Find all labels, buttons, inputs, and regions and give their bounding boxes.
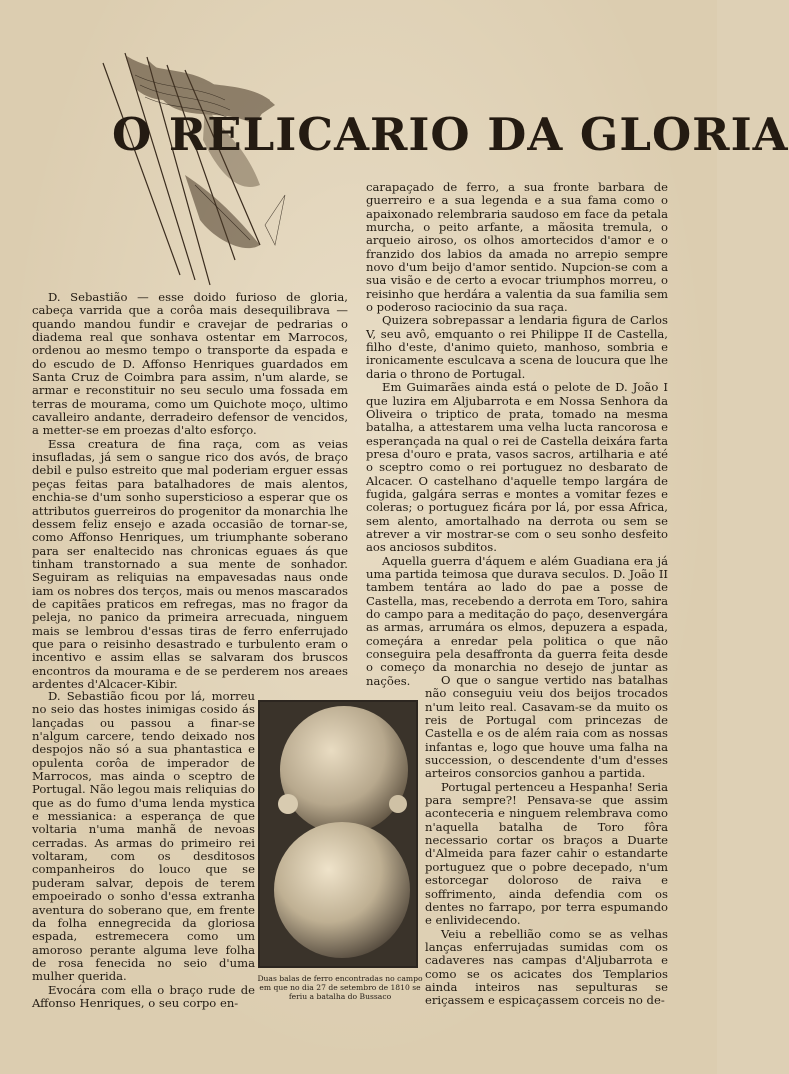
paragraph: D. Sebastião ficou por lá, morreu no seio das hostes inimigas cosido ás lançadas ou passou a finar-se n'algum carcere, tendo deixado nos despojos não só a sua phantastica e opulenta corôa de imperador de Marrocos, mas ainda o sceptro de Portugal. Não legou mais reliquias do que as do fumo d'uma lenda mystica e messianica: a esperança de que voltaria n'uma manhã de nevoas cerradas. As armas do primeiro rei voltaram, com os desditosos companheiros do louco que se puderam salvar, depois de terem empoeirado o sonho d'essa extranha aventura do soberano que, em frente da folha ennegrecida da gloriosa espada, estremecera como um amoroso perante alguma leve folha de rosa fenecida no seio d'uma mulher querida. xyxy=(32,689,255,984)
photo-caption: Duas balas de ferro encontradas no campo em que no dia 27 de setembro de 1810 se feriu a batalha do Bussaco xyxy=(257,974,423,1001)
column-left-narrow xyxy=(32,690,255,1020)
article-title: O RELICARIO DA GLORIA xyxy=(112,108,789,161)
column-right xyxy=(366,180,668,688)
paragraph: Quizera sobrepassar a lendaria figura de Carlos V, seu avô, emquanto o rei Philippe II de Castella, filho d'este, d'animo quieto, manhoso, sombria e ironicamente esculcava a scena de loucura que lhe daria o throno de Portugal. xyxy=(366,313,668,381)
column-right-narrow xyxy=(425,674,668,1046)
paragraph: Portugal pertenceu a Hespanha! Seria para sempre?! Pensava-se que assim aconteceria e ninguem relembrava como n'aquella batalha de Toro fôra necessario cortar os braços a Duarte d'Almeida para fazer cahir o estandarte portuguez que o pobre decepado, n'um estorcegar doloroso de raiva e soffrimento, ainda defendia com os dentes no farrapo, por terra espumando e enlividecendo. xyxy=(425,779,668,928)
paragraph: Evocára com ella o braço rude de Affonso Henriques, o seu corpo en- xyxy=(32,982,255,1010)
column-left-top xyxy=(32,291,348,690)
paragraph: D. Sebastião — esse doido furioso de gloria, cabeça varrida que a corôa mais desequilibrava — quando mandou fundir e cravejar de pedrarias o diadema real que sonhava ostentar em Marrocos, ordenou ao mesmo tempo o transporte da espada e do escudo de D. Affonso Henriques guardados em Santa Cruz de Coimbra para assim, n'um alarde, se armar e reconstituir no seu seculo uma fossada em terras de mourama, como um Quichote moço, ultimo cavalleiro andante, derradeiro defensor de vencidos, a metter-se em proezas d'alto esforço. xyxy=(32,290,348,438)
paragraph: carapaçado de ferro, a sua fronte barbara de guerreiro e a sua legenda e a sua fama como o apaixonado relembraria saudoso em face da petala murcha, o peito arfante, a mãosita tremula, o arqueio airoso, os olhos amortecidos d'amor e o franzido dos labios da amada no arrepio sempre novo d'um beijo d'amor sentido. Nupcion-se com a sua visão e de certo a evocar triumphos morreu, o reisinho que herdára a valentia da sua familia sem o poderoso raciocinio da sua raça. xyxy=(366,180,668,315)
paragraph: Veiu a rebellião como se as velhas lanças enferrujadas sumidas com os cadaveres nas campas d'Aljubarrota e como se os acicates dos Templarios ainda inteiros nas sepulturas se eriçassem e espicaçassem corceis no de- xyxy=(425,926,668,1008)
paragraph: Essa creatura de fina raça, com as veias insufladas, já sem o sangue rico dos avós, de braço debil e pulso estreito que mal poderiam erguer essas peças feitas para batalhadores de mais alentos, enchia-se d'um sonho supersticioso a esperar que os attributos guerreiros do progenitor da monarchia lhe dessem feliz ensejo e azada occasião de tornar-se, como Affonso Henriques, um triumphante soberano para ser enaltecido nas chronicas eguaes ás que tinham transtornado a sua mente de sonhador. Seguiram as reliquias na empavesadas naus onde iam os nobres dos terços, mais ou menos mascarados de capitães praticos em refregas, mas no fragor da peleja, no panico da primeira arrecuada, ninguem mais se lembrou d'essas tiras de ferro enferrujado que para o reisinho desastrado e turbulento eram o incentivo e assim ellas se salvaram dos bruscos encontros da mourama e de se perderem nos areaes ardentes d'Alcacer-Kibir. xyxy=(32,436,348,691)
cannonballs-photo xyxy=(258,700,418,968)
paragraph: Aquella guerra d'áquem e além Guadiana era já uma partida teimosa que durava seculos. D. João II tambem tentára ao lado do pae a posse de Castella, mas, recebendo a derrota em Toro, sahira do campo para a meditação do paço, desenvergára as armas, arrumára os elmos, depuzera a espada, começára a enredar pela politica o que não conseguira pela desaffronta da guerra feita desde o começo da monarchia no desejo de juntar as nações. xyxy=(366,553,668,688)
paragraph: Em Guimarães ainda está o pelote de D. João I que luzira em Aljubarrota e em Nossa Senhora da Oliveira o triptico de prata, tomado na mesma batalha, a attestarem uma velha lucta rancorosa e esperançada na qual o rei de Castella deixára farta presa d'ouro e prata, vasos sacros, artilharia e até o sceptro como o rei portuguez no desbarato de Alcacer. O castelhano d'aquelle tempo largára de fugida, galgára serras e montes a vomitar fezes e coleras; o portuguez ficára por lá, por essa Africa, sem alento, amortalhado na derrota ou sem se atrever a vir mostrar-se com o seu sonho desfeito aos anciosos subditos. xyxy=(366,380,668,555)
paragraph: O que o sangue vertido nas batalhas não conseguiu veiu dos beijos trocados n'um leito real. Casavam-se da muito os reis de Portugal com princezas de Castella e os de além raia com as nossas infantas e, logo que houve uma falha na succession, o descendente d'um d'esses arteiros consorcios ganhou a partida. xyxy=(425,673,668,781)
